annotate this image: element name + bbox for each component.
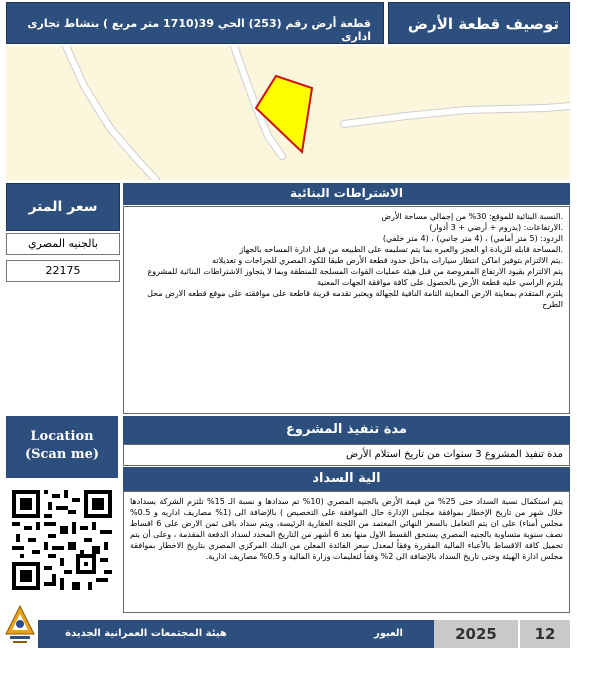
price-currency: بالجنيه المصري: [6, 233, 120, 255]
authority-logo-image: [4, 604, 36, 648]
requirement-line: .يتم الالتزام بتوفير اماكن انتظار سيارات بداخل حدود قطعة الأرض طبقا للكود المصري للجراجات و تعديلاته: [212, 256, 563, 265]
footer-year: 2025: [434, 620, 518, 648]
map-roads: [66, 46, 570, 180]
footer-bar: [38, 620, 570, 667]
price-per-meter-title: سعر المتر: [6, 183, 120, 231]
payment-mechanism-title: الية السداد: [123, 467, 570, 491]
qr-code-image: [12, 490, 112, 590]
site-map: [6, 46, 570, 180]
project-duration-title: مدة تنفيذ المشروع: [123, 416, 570, 444]
land-parcel-subtitle: قطعة أرض رقم (253) الحي 39(1710 متر مربع ) بنشاط تجارى ادارى: [6, 2, 384, 44]
payment-mechanism-text: يتم استكمال نسبة السداد حتى 25% من قيمة الأرض بالجنيه المصري (10% تم سدادها و نسبة الـ 15% تلتزم الشركة بسدادها خلال شهر من تاريخ الإخطار بموافقة مجلس الإدارة حال الموافقة على التخصيص ) بالإضافة الى (1% مصاريف اداريه و 0.5% مجلس أمناء) على ان يتم التعامل بالسعر النهائي المعتمد من اللجنة العقارية الرئيسة، ويتم سداد باقى ثمن الارض على 6 اقساط نصف سنوية متساوية بالجنيه المصري يستحق القسط الاول منها بعد 6 أشهر من التاريخ المحدد لسداد الدفعة المقدمة ، وعلى أن يتم تحميل كافة الاقساط بالأعباء المالية المقررة وفقاً لمعدل سعر الفائدة المعلن من البنك المركزي المصري بتاريخ الاخطار بموافقة مجلس ادارة الهيئة وحتى تاريخ السداد بالإضافة الى 2% وفقاً لتعليمات وزارة المالية و 0.5% مصاريف ادارية.: [123, 491, 570, 613]
price-value: 22175: [6, 260, 120, 282]
requirement-line: يلتزم الراسي عليه قطعة الأرض بالحصول على كافة موافقة الجهات المعنية: [317, 278, 563, 287]
requirement-line: الردود: (5 متر أمامي) ، (4 متر جانبي) ، (4 متر خلفي): [382, 234, 563, 243]
location-line1: Location: [30, 429, 94, 444]
requirement-line: يتم الالتزام بقيود الارتفاع المفروضة من قبل هيئة عمليات القوات المسلحة للمنطقة وبما لا يتجاوز الاشتراطات البنائية للمشروع: [147, 267, 563, 276]
page-title: توصيف قطعة الأرض: [388, 2, 570, 44]
location-line2: (Scan me): [24, 447, 100, 462]
footer-city: العبور الجديدة: [374, 628, 410, 667]
footer-organization: هيئة المجتمعات العمرانية الجديدة: [65, 628, 227, 639]
requirement-line: .المساحة قابله للزيادة او العجز والعبره بما يتم تسليمه على الطبيعه من قبل ادارة المساحه بالجهاز: [239, 245, 563, 254]
location-label: [6, 416, 118, 478]
qr-code[interactable]: [12, 490, 112, 590]
building-requirements-title: الاشتراطات البنائية: [123, 183, 570, 205]
requirement-line: يلتزم المتقدم بمعاينة الارض المعاينة التامة النافية للجهالة ويعتبر تقدمه قرينة قاطعة على موافقته على موقع قطعه الارض محل الطرح: [147, 289, 563, 309]
authority-logo: [4, 604, 36, 648]
land-parcel: [256, 76, 312, 152]
building-requirements-text: [123, 206, 570, 414]
requirement-line: .النسبة البنائية للموقع: 30% من إجمالي مساحة الأرض: [381, 212, 563, 221]
page-number: 12: [518, 620, 570, 648]
requirement-line: .الارتفاعات: (بدروم + أرضي + 3 أدوار): [429, 223, 563, 232]
map-drawing: [6, 46, 570, 180]
project-duration-text: مدة تنفيذ المشروع 3 سنوات من تاريخ استلام الأرض: [123, 444, 570, 466]
